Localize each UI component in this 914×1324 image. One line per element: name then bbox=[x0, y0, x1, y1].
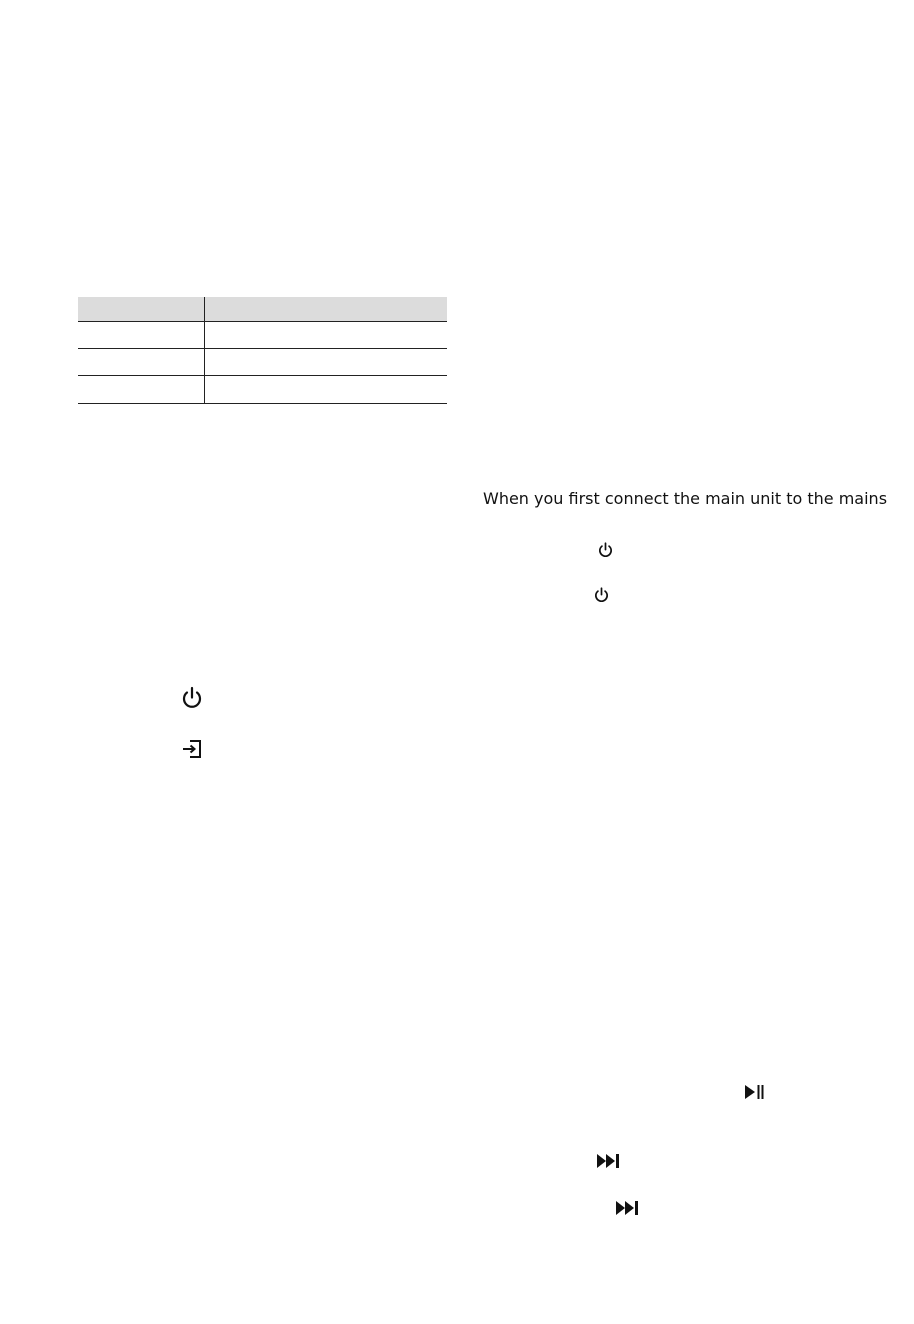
table-header-cell bbox=[211, 297, 441, 321]
table-cell bbox=[211, 322, 441, 348]
power-icon bbox=[180, 685, 204, 711]
table-header-cell bbox=[84, 297, 199, 321]
table-cell bbox=[84, 348, 199, 375]
table-header bbox=[78, 297, 447, 321]
table-row bbox=[78, 376, 447, 404]
table-row bbox=[78, 321, 447, 349]
table-cell bbox=[84, 322, 199, 348]
input-source-icon bbox=[181, 738, 203, 760]
table-cell bbox=[211, 376, 441, 403]
power-icon bbox=[597, 541, 614, 559]
intro-text: When you first connect the main unit to the mains bbox=[483, 489, 888, 508]
table-cell bbox=[84, 376, 199, 403]
power-icon bbox=[593, 586, 610, 604]
table-row bbox=[78, 348, 447, 376]
play-pause-icon bbox=[744, 1083, 766, 1101]
table-column-divider bbox=[204, 297, 205, 404]
spec-table bbox=[78, 297, 447, 407]
next-track-icon bbox=[596, 1153, 622, 1169]
table-cell bbox=[211, 348, 441, 375]
next-track-icon bbox=[615, 1200, 641, 1216]
